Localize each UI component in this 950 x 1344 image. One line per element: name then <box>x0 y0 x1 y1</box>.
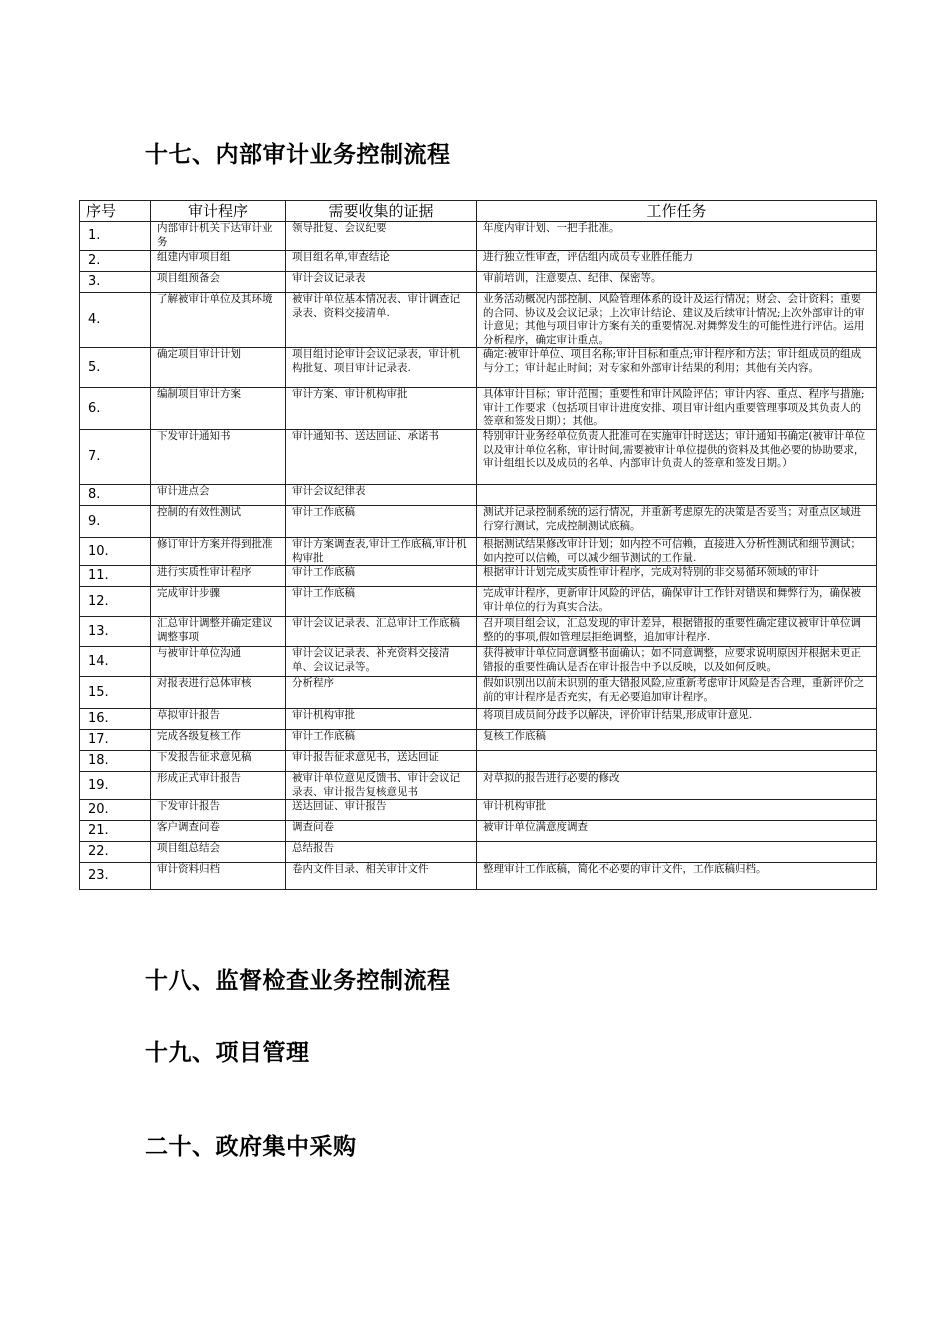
cell-procedure: 下发审计报告 <box>151 800 286 821</box>
cell-task: 具体审计目标；审计范围；重要性和审计风险评估；审计内容、重点、程序与措施;审计工作要求（包括项目审计进度安排、项目审计组内重要管理事项及其负责人的签章和签发日期）；其他。 <box>477 388 877 430</box>
cell-evidence: 分析程序 <box>286 677 477 709</box>
cell-number: 5. <box>80 348 151 388</box>
cell-evidence: 项目组名单,审查结论 <box>286 251 477 272</box>
cell-evidence: 审计通知书、送达回证、承诺书 <box>286 430 477 485</box>
table-row <box>80 566 877 587</box>
cell-procedure: 审计资料归档 <box>151 863 286 890</box>
cell-procedure: 审计进点会 <box>151 485 286 506</box>
cell-procedure: 项目组预备会 <box>151 272 286 293</box>
cell-evidence: 总结报告 <box>286 842 477 863</box>
table-row <box>80 251 877 272</box>
cell-evidence: 被审计单位意见反馈书、审计会议记录表、审计报告复核意见书 <box>286 772 477 800</box>
cell-number: 6. <box>80 388 151 430</box>
cell-number: 2. <box>80 251 151 272</box>
cell-task <box>477 842 877 863</box>
cell-number: 1. <box>80 222 151 251</box>
table-row <box>80 506 877 538</box>
cell-number: 19. <box>80 772 151 800</box>
section-heading-20: 二十、政府集中采购 <box>145 1134 357 1160</box>
table-row <box>80 751 877 772</box>
cell-evidence: 审计方案调查表,审计工作底稿,审计机构审批 <box>286 538 477 566</box>
cell-number: 15. <box>80 677 151 709</box>
cell-task: 确定:被审计单位、项目名称;审计目标和重点;审计程序和方法；审计组成员的组成与分工；审计起止时间；对专家和外部审计结果的利用；其他有关内容。 <box>477 348 877 388</box>
cell-evidence: 审计会议记录表、汇总审计工作底稿 <box>286 617 477 647</box>
table-row <box>80 430 877 485</box>
table-row <box>80 388 877 430</box>
cell-number: 10. <box>80 538 151 566</box>
cell-task: 年度内审计划、一把手批准。 <box>477 222 877 251</box>
cell-procedure: 与被审计单位沟通 <box>151 647 286 677</box>
table-row <box>80 677 877 709</box>
cell-task: 根据测试结果修改审计计划；如内控不可信赖，直接进入分析性测试和细节测试；如内控可以信赖，可以减少细节测试的工作量. <box>477 538 877 566</box>
cell-task: 将项目成员间分歧予以解决，评价审计结果,形成审计意见. <box>477 709 877 730</box>
cell-procedure: 汇总审计调整并确定建议调整事项 <box>151 617 286 647</box>
cell-number: 4. <box>80 293 151 348</box>
cell-task: 对草拟的报告进行必要的修改 <box>477 772 877 800</box>
cell-procedure: 组建内审项目组 <box>151 251 286 272</box>
cell-number: 20. <box>80 800 151 821</box>
cell-evidence: 审计会议记录表、补充资料交接清单、会议记录等。 <box>286 647 477 677</box>
cell-procedure: 完成各级复核工作 <box>151 730 286 751</box>
table-row <box>80 272 877 293</box>
cell-task: 召开项目组会议，汇总发现的审计差异，根据错报的重要性确定建议被审计单位调整的的事项,假如管理层拒绝调整，追加审计程序. <box>477 617 877 647</box>
table-row <box>80 293 877 348</box>
table-row <box>80 842 877 863</box>
table-header-row <box>80 201 877 222</box>
table-row <box>80 348 877 388</box>
cell-procedure: 客户调查问卷 <box>151 821 286 842</box>
cell-procedure: 控制的有效性测试 <box>151 506 286 538</box>
cell-number: 17. <box>80 730 151 751</box>
header-procedure: 审计程序 <box>151 201 286 222</box>
cell-task: 审计机构审批 <box>477 800 877 821</box>
cell-evidence: 被审计单位基本情况表、审计调查记录表、资料交接清单. <box>286 293 477 348</box>
table-row <box>80 709 877 730</box>
cell-task: 测试并记录控制系统的运行情况，并重新考虑原先的决策是否妥当；对重点区域进行穿行测试，完成控制测试底稿。 <box>477 506 877 538</box>
cell-procedure: 下发报告征求意见稿 <box>151 751 286 772</box>
cell-task: 被审计单位满意度调查 <box>477 821 877 842</box>
cell-procedure: 内部审计机关下达审计业务 <box>151 222 286 251</box>
cell-procedure: 进行实质性审计程序 <box>151 566 286 587</box>
cell-number: 22. <box>80 842 151 863</box>
cell-task <box>477 751 877 772</box>
cell-evidence: 项目组讨论审计会议记录表，审计机构批复、项目审计记录表. <box>286 348 477 388</box>
table-row <box>80 587 877 617</box>
cell-procedure: 确定项目审计计划 <box>151 348 286 388</box>
header-evidence: 需要收集的证据 <box>286 201 477 222</box>
cell-evidence: 领导批复、会议纪要 <box>286 222 477 251</box>
audit-process-table <box>79 200 877 890</box>
cell-evidence: 卷内文件目录、相关审计文件 <box>286 863 477 890</box>
table-row <box>80 772 877 800</box>
section-heading-19: 十九、项目管理 <box>145 1040 310 1066</box>
cell-task: 获得被审计单位同意调整书面确认；如不同意调整，应要求说明原因并根据未更正错报的重要性确认是否在审计报告中予以反映，以及如何反映。 <box>477 647 877 677</box>
cell-task: 完成审计程序，更新审计风险的评估，确保审计工作针对错误和舞弊行为，确保被审计单位的行为真实合法。 <box>477 587 877 617</box>
cell-evidence: 审计机构审批 <box>286 709 477 730</box>
section-heading-18: 十八、监督检查业务控制流程 <box>145 968 451 994</box>
cell-procedure: 对报表进行总体审核 <box>151 677 286 709</box>
cell-evidence: 审计会议记录表 <box>286 272 477 293</box>
cell-task: 整理审计工作底稿，简化不必要的审计文件，工作底稿归档。 <box>477 863 877 890</box>
cell-task: 业务活动概况内部控制、风险管理体系的设计及运行情况；财会、会计资料；重要的合同、协议及会议记录；上次审计结论、建议及后续审计情况;上次外部审计的审计意见；其他与项目审计方案有关的重要情况.对舞弊发生的可能性进行评估。运用分析程序，确定审计重点。 <box>477 293 877 348</box>
cell-number: 12. <box>80 587 151 617</box>
cell-number: 11. <box>80 566 151 587</box>
table-row <box>80 222 877 251</box>
cell-procedure: 形成正式审计报告 <box>151 772 286 800</box>
cell-procedure: 下发审计通知书 <box>151 430 286 485</box>
cell-evidence: 审计报告征求意见书，送达回证 <box>286 751 477 772</box>
cell-number: 21. <box>80 821 151 842</box>
cell-task: 特别审计业务经单位负责人批准可在实施审计时送达；审计通知书确定(被审计单位以及审计单位名称，审计时间,需要被审计单位提供的资料及其他必要的协助要求，审计组组长以及成员的名单、内部审计负责人的签章和签发日期。） <box>477 430 877 485</box>
cell-evidence: 审计工作底稿 <box>286 566 477 587</box>
cell-procedure: 草拟审计报告 <box>151 709 286 730</box>
cell-task: 根据审计计划完成实质性审计程序，完成对特别的非交易循环领域的审计 <box>477 566 877 587</box>
cell-evidence: 审计会议纪律表 <box>286 485 477 506</box>
table-row <box>80 863 877 890</box>
cell-number: 18. <box>80 751 151 772</box>
cell-task: 假如识别出以前未识别的重大错报风险,应重新考虑审计风险是否合理，重新评价之前的审计程序是否充实，有无必要追加审计程序。 <box>477 677 877 709</box>
cell-number: 8. <box>80 485 151 506</box>
table-row <box>80 647 877 677</box>
table-row <box>80 617 877 647</box>
cell-task: 复核工作底稿 <box>477 730 877 751</box>
cell-task <box>477 485 877 506</box>
cell-evidence: 审计工作底稿 <box>286 730 477 751</box>
cell-number: 3. <box>80 272 151 293</box>
section-heading-17: 十七、内部审计业务控制流程 <box>145 142 451 168</box>
cell-evidence: 审计工作底稿 <box>286 506 477 538</box>
cell-evidence: 审计方案、审计机构审批 <box>286 388 477 430</box>
cell-procedure: 完成审计步骤 <box>151 587 286 617</box>
header-task: 工作任务 <box>477 201 877 222</box>
table-row <box>80 800 877 821</box>
cell-number: 7. <box>80 430 151 485</box>
cell-procedure: 项目组总结会 <box>151 842 286 863</box>
cell-evidence: 审计工作底稿 <box>286 587 477 617</box>
cell-number: 14. <box>80 647 151 677</box>
cell-procedure: 修订审计方案并得到批准 <box>151 538 286 566</box>
cell-number: 16. <box>80 709 151 730</box>
header-number: 序号 <box>80 201 151 222</box>
cell-procedure: 编制项目审计方案 <box>151 388 286 430</box>
cell-evidence: 调查问卷 <box>286 821 477 842</box>
cell-number: 23. <box>80 863 151 890</box>
cell-number: 13. <box>80 617 151 647</box>
table-row <box>80 821 877 842</box>
cell-number: 9. <box>80 506 151 538</box>
cell-task: 审前培训，注意要点、纪律、保密等。 <box>477 272 877 293</box>
table-row <box>80 538 877 566</box>
cell-task: 进行独立性审查，评估组内成员专业胜任能力 <box>477 251 877 272</box>
cell-evidence: 送达回证、审计报告 <box>286 800 477 821</box>
table-row <box>80 485 877 506</box>
table-row <box>80 730 877 751</box>
cell-procedure: 了解被审计单位及其环境 <box>151 293 286 348</box>
